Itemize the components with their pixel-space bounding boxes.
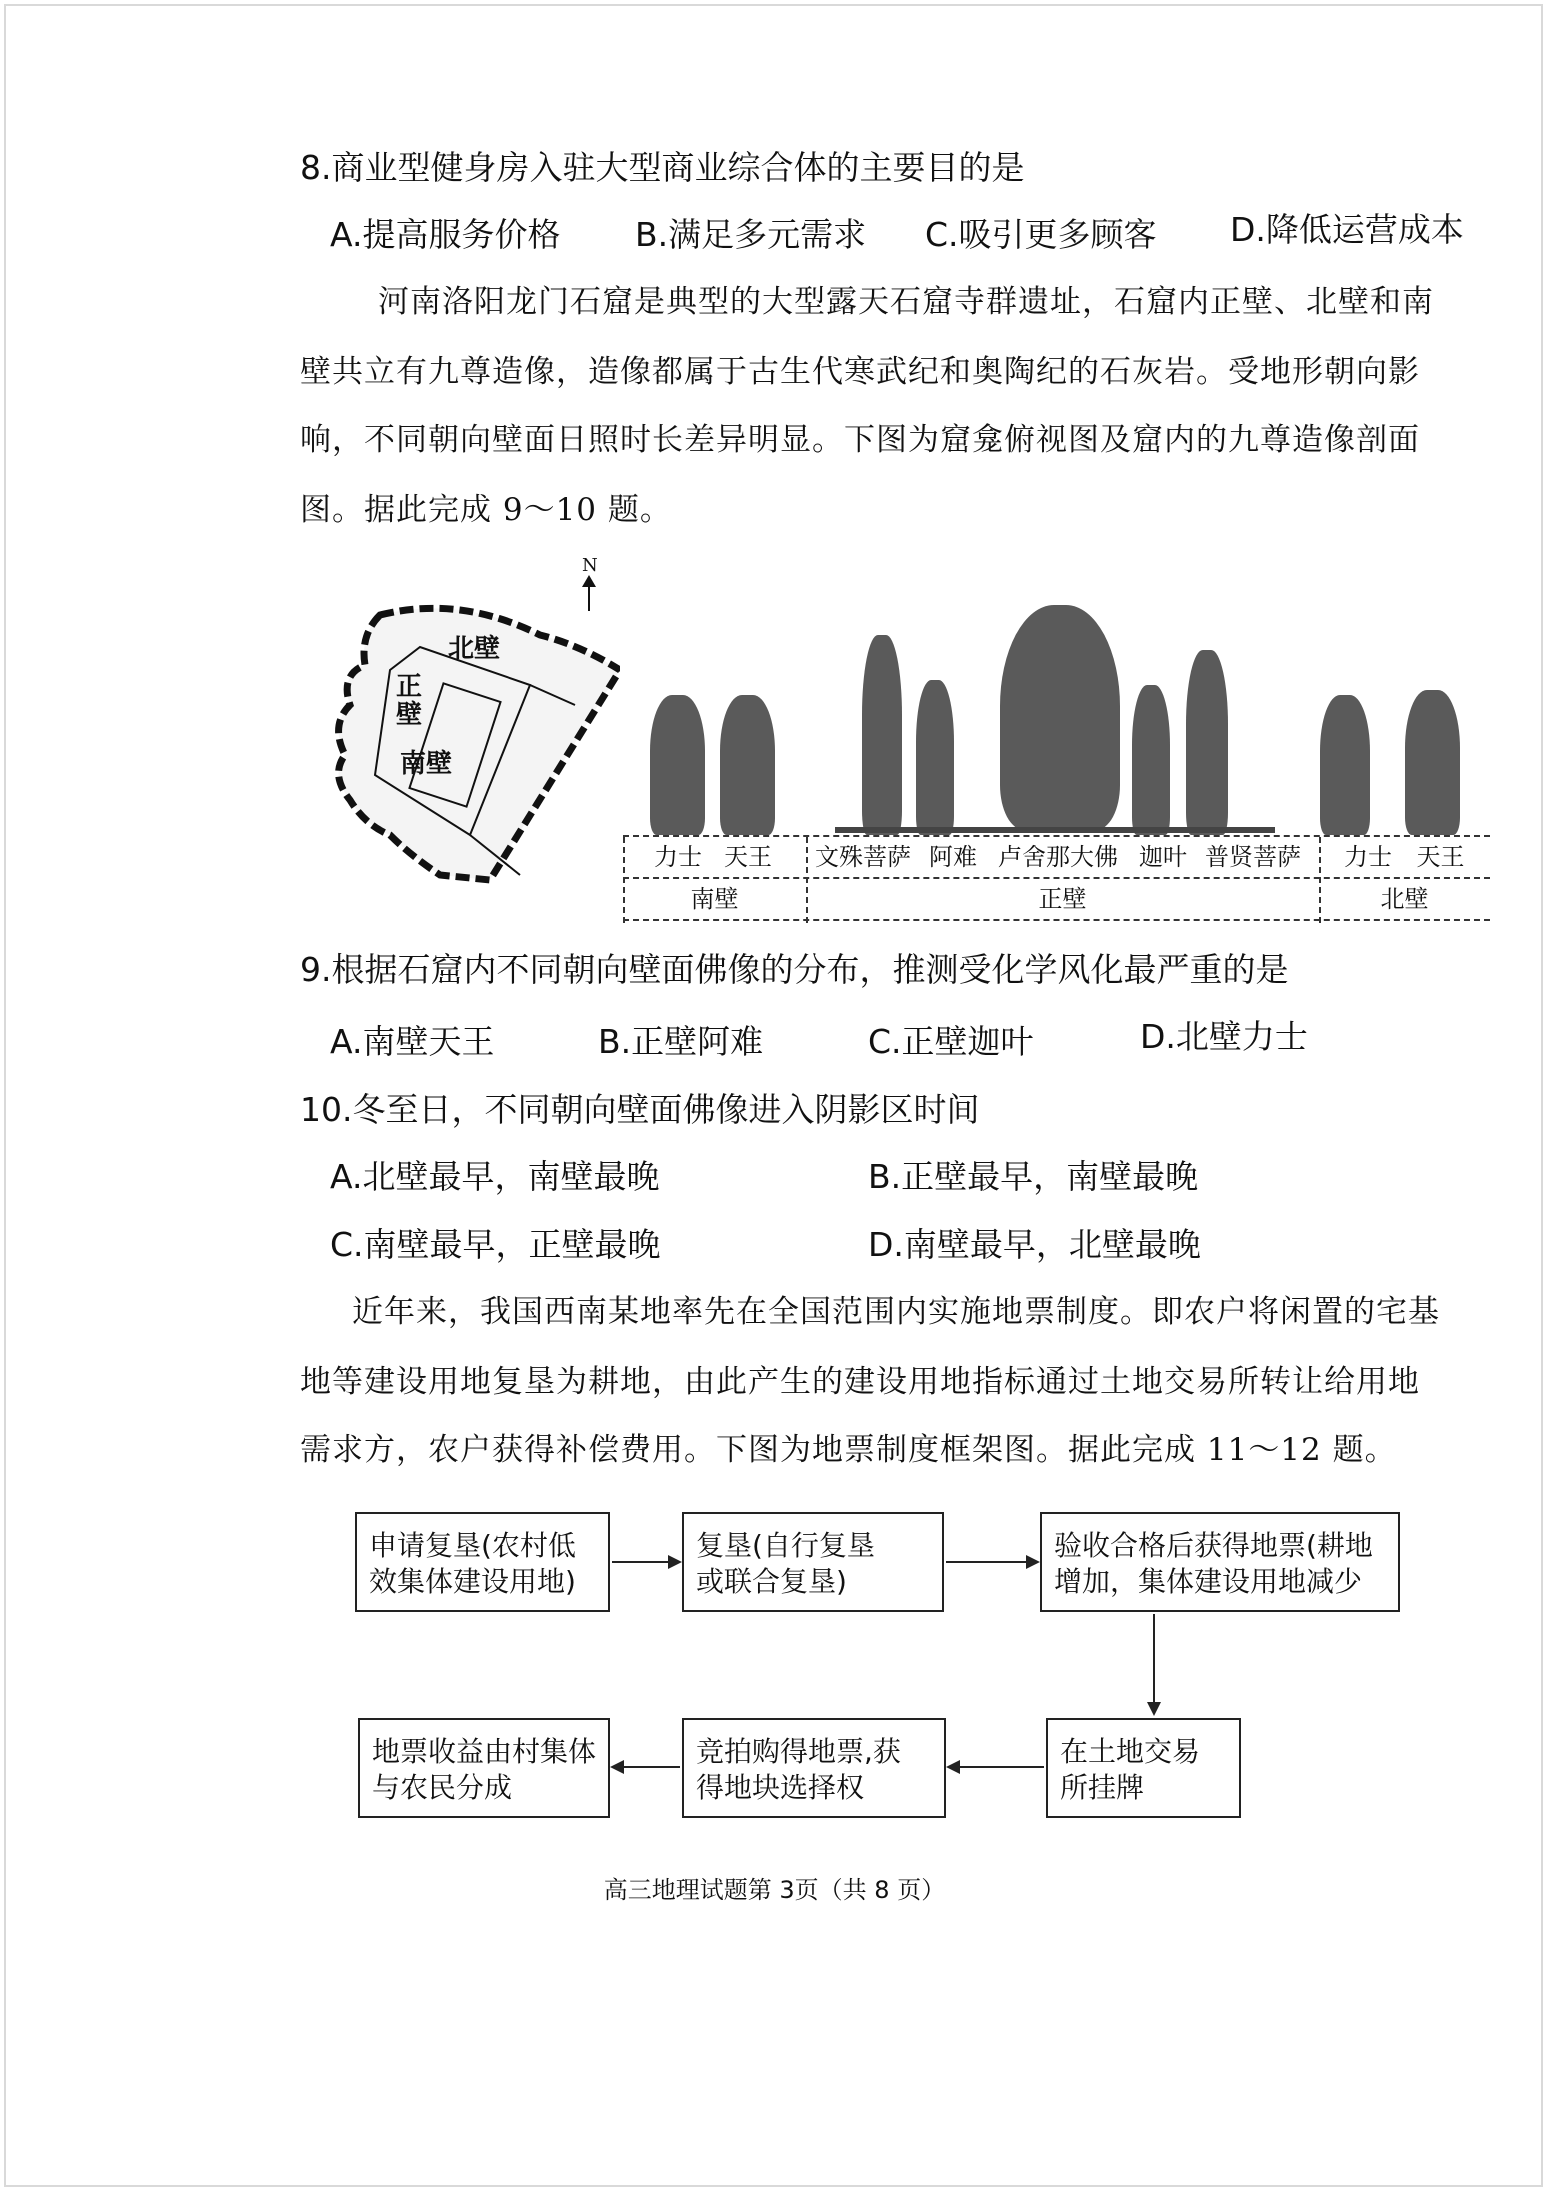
flow-box-apply-line-2: 效集体建设用地) [369,1565,576,1598]
flow-box-inspect-line-1: 验收合格后获得地票(耕地 [1054,1529,1373,1562]
q10-option-a: A.北壁最早，南壁最晚 [330,1157,660,1196]
wall-groups-row [623,879,1490,921]
wall-group-south: 南壁 [690,885,739,913]
statue-north-lishi [1320,695,1370,835]
flow-box-auction [682,1718,946,1818]
statue-base [835,827,1275,833]
flow-box-reclaim-line-2: 或联合复垦) [696,1565,847,1598]
flow-box-auction-line-2: 得地块选择权 [696,1771,865,1804]
plan-label-main-wall: 正壁 [396,672,423,730]
statue-wenshu [862,635,902,835]
passage1-line-4: 图。据此完成 9～10 题。 [300,492,672,528]
statue-names-row [623,837,1490,879]
statue-south-lishi [650,695,705,835]
flow-box-revenue-share [358,1718,610,1818]
q8-option-c: C.吸引更多顾客 [925,215,1157,254]
q10-option-c: C.南壁最早，正壁最晚 [330,1225,661,1264]
flow-arrow-5-to-6 [612,1766,680,1768]
wall-group-main: 正壁 [1038,885,1087,913]
north-arrow-icon [588,579,590,611]
flow-box-revenue-share-line-2: 与农民分成 [372,1771,513,1804]
flow-box-auction-line-1: 竞拍购得地票,获 [696,1735,901,1768]
statue-south-tianwang [720,695,775,835]
q8-option-b: B.满足多元需求 [635,215,867,254]
passage1-line-1: 河南洛阳龙门石窟是典型的大型露天石窟寺群遗址，石窟内正壁、北壁和南 [378,284,1434,320]
q9-option-d: D.北壁力士 [1140,1017,1308,1056]
flow-arrow-3-to-4 [1153,1614,1155,1714]
table-divider [1319,837,1321,923]
flow-box-revenue-share-line-1: 地票收益由村集体 [372,1735,597,1768]
statue-name-1: 力士 [654,843,702,871]
page-footer: 高三地理试题第 3页（共 8 页） [603,1876,946,1904]
q9-option-b: B.正壁阿难 [598,1022,764,1061]
grotto-figure [320,555,1490,925]
flow-box-inspect-line-2: 增加，集体建设用地减少 [1054,1565,1363,1598]
flow-arrow-2-to-3 [946,1561,1038,1563]
statue-jiaye [1132,685,1170,835]
passage1-line-3: 响，不同朝向壁面日照时长差异明显。下图为窟龛俯视图及窟内的九尊造像剖面 [300,422,1420,458]
statue-name-6: 迦叶 [1139,843,1187,871]
q9-stem: 9.根据石窟内不同朝向壁面佛像的分布，推测受化学风化最严重的是 [300,950,1289,989]
passage2-line-2: 地等建设用地复垦为耕地，由此产生的建设用地指标通过土地交易所转让给用地 [300,1364,1420,1400]
q8-option-d: D.降低运营成本 [1230,210,1464,249]
table-divider [806,837,808,923]
q8-option-a: A.提高服务价格 [330,215,561,254]
plan-label-south-wall: 南壁 [400,749,453,779]
statue-name-8: 力士 [1344,843,1392,871]
statue-puxian [1186,650,1228,835]
north-label: N [582,555,598,576]
flow-arrow-4-to-5 [948,1766,1044,1768]
statue-north-tianwang [1405,690,1460,835]
q9-option-c: C.正壁迦叶 [868,1022,1034,1061]
flow-box-apply [355,1512,610,1612]
flow-box-reclaim-line-1: 复垦(自行复垦 [696,1529,875,1562]
flow-arrow-1-to-2 [612,1561,680,1563]
statue-lushena-buddha [1000,605,1120,830]
grotto-plan-view [320,575,620,915]
q10-option-d: D.南壁最早，北壁最晚 [868,1225,1201,1264]
flow-box-inspect [1040,1512,1400,1612]
flow-box-reclaim [682,1512,944,1612]
statue-name-3: 文殊菩萨 [815,843,911,871]
flow-box-listing [1046,1718,1241,1818]
q10-stem: 10.冬至日，不同朝向壁面佛像进入阴影区时间 [300,1090,980,1129]
q8-stem: 8.商业型健身房入驻大型商业综合体的主要目的是 [300,148,1025,187]
table-divider [623,837,625,923]
passage2-line-1: 近年来，我国西南某地率先在全国范围内实施地票制度。即农户将闲置的宅基 [352,1294,1440,1330]
statue-name-4: 阿难 [929,843,977,871]
passage2-line-3: 需求方，农户获得补偿费用。下图为地票制度框架图。据此完成 11～12 题。 [300,1432,1397,1468]
statue-name-table [623,835,1490,923]
passage1-line-2: 壁共立有九尊造像，造像都属于古生代寒武纪和奥陶纪的石灰岩。受地形朝向影 [300,354,1420,390]
flow-box-apply-line-1: 申请复垦(农村低 [369,1529,576,1562]
statue-anan [916,680,954,835]
flow-box-listing-line-1: 在土地交易 [1060,1735,1201,1768]
statue-name-9: 天王 [1416,843,1465,871]
statue-name-7: 普贤菩萨 [1205,843,1301,871]
q9-option-a: A.南壁天王 [330,1022,495,1061]
flow-box-listing-line-2: 所挂牌 [1060,1771,1145,1804]
wall-group-north: 北壁 [1380,885,1429,913]
q10-option-b: B.正壁最早，南壁最晚 [868,1157,1199,1196]
statue-name-2: 天王 [724,843,772,871]
plan-label-north-wall: 北壁 [448,634,501,664]
statue-name-5: 卢舍那大佛 [998,843,1118,871]
